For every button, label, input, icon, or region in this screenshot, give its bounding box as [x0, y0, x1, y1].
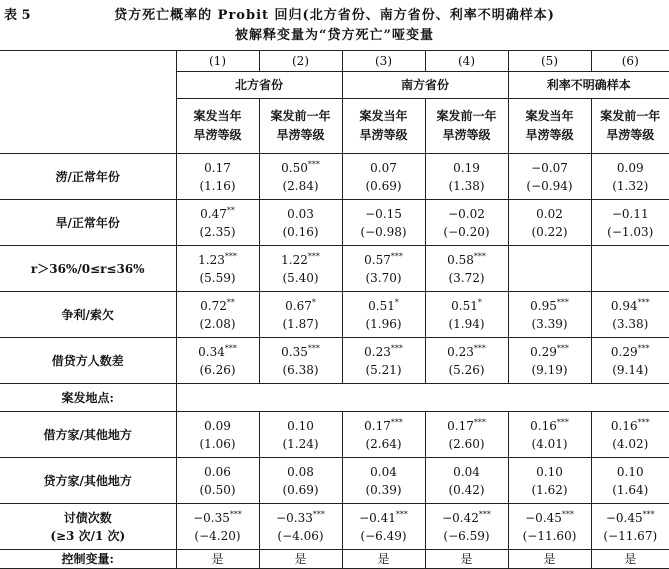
significance-stars: *** — [225, 344, 237, 353]
z-statistic: (−0.20) — [426, 223, 508, 241]
value-cell — [591, 246, 669, 292]
table-row — [0, 458, 669, 504]
significance-stars: *** — [225, 252, 237, 261]
significance-stars: *** — [474, 252, 486, 261]
table-row — [0, 200, 669, 246]
group-header: 利率不明确样本 — [508, 72, 669, 99]
coefficient-line — [260, 463, 342, 481]
coefficient: −0.45 — [525, 511, 562, 525]
significance-stars: *** — [474, 418, 486, 427]
coefficient-line — [343, 159, 425, 177]
z-statistic: (0.16) — [260, 223, 342, 241]
coefficient-line — [343, 297, 425, 315]
coefficient: 0.04 — [370, 465, 397, 479]
z-statistic: (0.42) — [426, 481, 508, 499]
value-cell — [342, 338, 425, 384]
coefficient: 0.35 — [281, 345, 308, 359]
sub-header-row — [0, 99, 669, 154]
value-cell — [259, 458, 342, 504]
value-cell — [259, 550, 342, 569]
row-label-line: 讨债次数 — [0, 509, 176, 527]
z-statistic: (−0.98) — [343, 223, 425, 241]
z-statistic: (1.32) — [592, 177, 669, 195]
table-subtitle: 被解释变量为“贷方死亡”哑变量 — [0, 24, 669, 43]
coefficient: −0.11 — [612, 207, 649, 221]
z-statistic: (1.16) — [177, 177, 259, 195]
coefficient: 0.10 — [287, 419, 314, 433]
coefficient: 1.23 — [198, 253, 225, 267]
value-cell — [342, 458, 425, 504]
z-statistic: (2.60) — [426, 435, 508, 453]
sub-header-line: 案发前一年 — [592, 107, 669, 126]
coefficient-line — [426, 159, 508, 177]
sub-header-line: 案发当年 — [343, 107, 425, 126]
row-label — [0, 384, 176, 412]
value-cell — [176, 412, 259, 458]
coefficient: 0.51 — [451, 299, 478, 313]
control-value: 是 — [211, 552, 223, 566]
coefficient: 0.03 — [287, 207, 314, 221]
control-value: 是 — [460, 552, 472, 566]
z-statistic: (0.22) — [509, 223, 591, 241]
value-cell — [176, 246, 259, 292]
sub-header-cell — [591, 99, 669, 154]
coefficient: 1.22 — [281, 253, 308, 267]
z-statistic: (4.01) — [509, 435, 591, 453]
coefficient-line — [592, 205, 669, 223]
row-label — [0, 200, 176, 246]
value-cell — [508, 504, 591, 550]
z-statistic: (1.87) — [260, 315, 342, 333]
sub-header-cell — [425, 99, 508, 154]
value-cell — [176, 550, 259, 569]
value-cell — [342, 292, 425, 338]
significance-stars: *** — [313, 510, 325, 519]
coefficient: 0.47 — [200, 207, 227, 221]
significance-stars: ** — [227, 206, 235, 215]
value-cell — [508, 550, 591, 569]
coefficient-line — [509, 417, 591, 435]
significance-stars: *** — [643, 510, 655, 519]
control-value: 是 — [624, 552, 636, 566]
value-cell — [259, 504, 342, 550]
z-statistic: (5.21) — [343, 361, 425, 379]
coefficient-line — [509, 343, 591, 361]
coefficient-line — [177, 251, 259, 269]
sub-header-cell — [176, 99, 259, 154]
significance-stars: *** — [391, 344, 403, 353]
sub-header-line: 旱涝等级 — [343, 126, 425, 145]
z-statistic: (2.64) — [343, 435, 425, 453]
row-label-line: 贷方家/其他地方 — [0, 472, 176, 490]
table-number: 表 5 — [4, 4, 31, 23]
coefficient: 0.29 — [611, 345, 638, 359]
coefficient: −0.07 — [531, 161, 568, 175]
value-cell — [591, 292, 669, 338]
coefficient: −0.33 — [276, 511, 313, 525]
value-cell — [591, 200, 669, 246]
value-cell — [591, 338, 669, 384]
z-statistic: (3.38) — [592, 315, 669, 333]
z-statistic: (2.08) — [177, 315, 259, 333]
coefficient-line — [343, 251, 425, 269]
sub-header-cell — [342, 99, 425, 154]
corner-cell — [0, 51, 176, 72]
table-row — [0, 246, 669, 292]
table-row — [0, 504, 669, 550]
significance-stars: *** — [557, 418, 569, 427]
z-statistic: (−6.49) — [343, 527, 425, 545]
value-cell — [425, 550, 508, 569]
coefficient-line — [177, 205, 259, 223]
coefficient: 0.10 — [617, 465, 644, 479]
z-statistic: (9.19) — [509, 361, 591, 379]
section-spacer — [176, 384, 669, 412]
coefficient-line — [177, 509, 259, 527]
row-label — [0, 412, 176, 458]
significance-stars: *** — [638, 298, 650, 307]
group-header-row — [0, 72, 669, 99]
value-cell — [342, 504, 425, 550]
coefficient-line — [426, 509, 508, 527]
coefficient: 0.16 — [530, 419, 557, 433]
significance-stars: *** — [638, 418, 650, 427]
significance-stars: *** — [557, 298, 569, 307]
sub-header-cell — [259, 99, 342, 154]
row-label-line: 借方家/其他地方 — [0, 426, 176, 444]
column-number: (6) — [591, 51, 669, 72]
z-statistic: (−11.60) — [509, 527, 591, 545]
z-statistic: (3.72) — [426, 269, 508, 287]
value-cell — [342, 154, 425, 200]
value-cell — [508, 154, 591, 200]
z-statistic: (0.50) — [177, 481, 259, 499]
coefficient: 0.29 — [530, 345, 557, 359]
coefficient-line — [592, 343, 669, 361]
section-row — [0, 384, 669, 412]
coefficient-line — [177, 463, 259, 481]
column-number: (3) — [342, 51, 425, 72]
control-value: 是 — [294, 552, 306, 566]
coefficient-line — [343, 463, 425, 481]
value-cell — [259, 338, 342, 384]
table-row — [0, 338, 669, 384]
significance-stars: *** — [391, 418, 403, 427]
significance-stars: *** — [479, 510, 491, 519]
coefficient-line — [177, 343, 259, 361]
coefficient-line — [260, 297, 342, 315]
coefficient: 0.17 — [364, 419, 391, 433]
sub-header-line: 案发前一年 — [260, 107, 342, 126]
coefficient-line — [509, 509, 591, 527]
value-cell — [342, 246, 425, 292]
coefficient: −0.02 — [448, 207, 485, 221]
significance-stars: * — [312, 298, 316, 307]
coefficient-line — [509, 159, 591, 177]
coefficient-line — [260, 205, 342, 223]
coefficient-line — [426, 417, 508, 435]
coefficient: 0.51 — [368, 299, 395, 313]
group-header: 北方省份 — [176, 72, 342, 99]
coefficient-line — [260, 509, 342, 527]
coefficient-line — [426, 205, 508, 223]
coefficient-line — [592, 297, 669, 315]
sub-header-line: 案发当年 — [177, 107, 259, 126]
table-body — [0, 51, 669, 569]
coefficient: 0.17 — [447, 419, 474, 433]
value-cell — [508, 412, 591, 458]
coefficient-line — [426, 297, 508, 315]
coefficient: 0.57 — [364, 253, 391, 267]
value-cell — [342, 550, 425, 569]
z-statistic: (−1.03) — [592, 223, 669, 241]
coefficient-line — [509, 463, 591, 481]
value-cell — [425, 292, 508, 338]
sub-header-line: 案发前一年 — [426, 107, 508, 126]
z-statistic: (1.38) — [426, 177, 508, 195]
coefficient-line — [509, 297, 591, 315]
value-cell — [508, 246, 591, 292]
significance-stars: *** — [391, 252, 403, 261]
value-cell — [425, 200, 508, 246]
significance-stars: ** — [227, 298, 235, 307]
significance-stars: *** — [638, 344, 650, 353]
value-cell — [425, 246, 508, 292]
coefficient: −0.15 — [365, 207, 402, 221]
value-cell — [425, 412, 508, 458]
coefficient-line — [592, 159, 669, 177]
value-cell — [259, 246, 342, 292]
z-statistic: (2.35) — [177, 223, 259, 241]
z-statistic: (1.62) — [509, 481, 591, 499]
z-statistic: (5.26) — [426, 361, 508, 379]
row-label — [0, 154, 176, 200]
coefficient-line — [260, 343, 342, 361]
significance-stars: *** — [308, 344, 320, 353]
coefficient: 0.10 — [536, 465, 563, 479]
coefficient: −0.41 — [359, 511, 396, 525]
value-cell — [591, 504, 669, 550]
z-statistic: (3.70) — [343, 269, 425, 287]
coefficient: 0.04 — [453, 465, 480, 479]
row-label-line: 控制变量: — [0, 550, 176, 568]
coefficient-line — [177, 417, 259, 435]
z-statistic: (−4.06) — [260, 527, 342, 545]
significance-stars: *** — [230, 510, 242, 519]
row-label — [0, 292, 176, 338]
coefficient: 0.23 — [447, 345, 474, 359]
sub-header-line: 旱涝等级 — [592, 126, 669, 145]
row-label-line: 借贷方人数差 — [0, 352, 176, 370]
coefficient-line — [592, 509, 669, 527]
z-statistic: (5.59) — [177, 269, 259, 287]
row-label-line: 旱/正常年份 — [0, 214, 176, 232]
coefficient: 0.50 — [281, 161, 308, 175]
value-cell — [508, 338, 591, 384]
coefficient: 0.95 — [530, 299, 557, 313]
coefficient-line — [343, 343, 425, 361]
coefficient-line — [343, 417, 425, 435]
value-cell — [342, 412, 425, 458]
table-row — [0, 154, 669, 200]
z-statistic: (3.39) — [509, 315, 591, 333]
row-label-line: (≥3 次/1 次) — [0, 527, 176, 545]
row-label — [0, 246, 176, 292]
coefficient: 0.09 — [617, 161, 644, 175]
sub-header-cell — [508, 99, 591, 154]
z-statistic: (1.24) — [260, 435, 342, 453]
significance-stars: * — [478, 298, 482, 307]
coefficient-line — [426, 343, 508, 361]
significance-stars: *** — [557, 344, 569, 353]
significance-stars: * — [395, 298, 399, 307]
value-cell — [259, 154, 342, 200]
coefficient: −0.35 — [193, 511, 230, 525]
z-statistic: (1.94) — [426, 315, 508, 333]
coefficient-line — [343, 205, 425, 223]
value-cell — [591, 550, 669, 569]
table-title: 贷方死亡概率的 Probit 回归(北方省份、南方省份、利率不明确样本) — [0, 4, 669, 23]
sub-header-line: 旱涝等级 — [177, 126, 259, 145]
row-label — [0, 504, 176, 550]
significance-stars: *** — [308, 160, 320, 169]
control-value: 是 — [377, 552, 389, 566]
coefficient: 0.02 — [536, 207, 563, 221]
significance-stars: *** — [396, 510, 408, 519]
value-cell — [591, 154, 669, 200]
coefficient: 0.16 — [611, 419, 638, 433]
coefficient-line — [177, 297, 259, 315]
z-statistic: (−6.59) — [426, 527, 508, 545]
z-statistic: (4.02) — [592, 435, 669, 453]
column-number: (4) — [425, 51, 508, 72]
table-row — [0, 292, 669, 338]
value-cell — [508, 458, 591, 504]
value-cell — [342, 200, 425, 246]
sub-header-line: 旱涝等级 — [509, 126, 591, 145]
coefficient: 0.94 — [611, 299, 638, 313]
value-cell — [425, 154, 508, 200]
value-cell — [176, 338, 259, 384]
row-label — [0, 458, 176, 504]
coefficient: 0.08 — [287, 465, 314, 479]
sub-header-line: 旱涝等级 — [426, 126, 508, 145]
coefficient-line — [592, 417, 669, 435]
z-statistic: (−4.20) — [177, 527, 259, 545]
coefficient-line — [343, 509, 425, 527]
significance-stars: *** — [562, 510, 574, 519]
coefficient-line — [260, 417, 342, 435]
coefficient-line — [260, 251, 342, 269]
row-label-line: r＞36%/0≤r≤36% — [0, 260, 176, 278]
coefficient: 0.67 — [285, 299, 312, 313]
value-cell — [176, 154, 259, 200]
coefficient: 0.07 — [370, 161, 397, 175]
z-statistic: (0.39) — [343, 481, 425, 499]
z-statistic: (0.69) — [260, 481, 342, 499]
table-row — [0, 412, 669, 458]
control-value: 是 — [543, 552, 555, 566]
value-cell — [591, 412, 669, 458]
coefficient-line — [426, 251, 508, 269]
coefficient: 0.23 — [364, 345, 391, 359]
column-number-row — [0, 51, 669, 72]
coefficient: 0.72 — [200, 299, 227, 313]
z-statistic: (1.06) — [177, 435, 259, 453]
z-statistic: (0.69) — [343, 177, 425, 195]
group-header: 南方省份 — [342, 72, 508, 99]
coefficient-line — [509, 205, 591, 223]
coefficient: 0.17 — [204, 161, 231, 175]
z-statistic: (9.14) — [592, 361, 669, 379]
row-label — [0, 338, 176, 384]
sub-header-line: 案发当年 — [509, 107, 591, 126]
value-cell — [259, 412, 342, 458]
table-caption — [0, 0, 669, 50]
corner-cell — [0, 99, 176, 154]
column-number: (2) — [259, 51, 342, 72]
coefficient: 0.09 — [204, 419, 231, 433]
z-statistic: (−11.67) — [592, 527, 669, 545]
coefficient-line — [260, 159, 342, 177]
value-cell — [259, 292, 342, 338]
z-statistic: (1.64) — [592, 481, 669, 499]
row-label-line: 争利/索欠 — [0, 306, 176, 324]
value-cell — [176, 504, 259, 550]
value-cell — [176, 292, 259, 338]
significance-stars: *** — [474, 344, 486, 353]
value-cell — [176, 200, 259, 246]
coefficient: 0.58 — [447, 253, 474, 267]
coefficient-line — [177, 159, 259, 177]
corner-cell — [0, 72, 176, 99]
value-cell — [425, 458, 508, 504]
value-cell — [591, 458, 669, 504]
significance-stars: *** — [308, 252, 320, 261]
value-cell — [176, 458, 259, 504]
coefficient: −0.42 — [442, 511, 479, 525]
coefficient: −0.45 — [606, 511, 643, 525]
regression-table — [0, 50, 669, 569]
table-row — [0, 550, 669, 569]
z-statistic: (−0.94) — [509, 177, 591, 195]
z-statistic: (5.40) — [260, 269, 342, 287]
z-statistic: (6.38) — [260, 361, 342, 379]
row-label — [0, 550, 176, 569]
column-number: (1) — [176, 51, 259, 72]
z-statistic: (2.84) — [260, 177, 342, 195]
value-cell — [425, 338, 508, 384]
z-statistic: (6.26) — [177, 361, 259, 379]
coefficient-line — [592, 463, 669, 481]
value-cell — [508, 200, 591, 246]
coefficient-line — [426, 463, 508, 481]
sub-header-line: 旱涝等级 — [260, 126, 342, 145]
row-label-line: 涝/正常年份 — [0, 168, 176, 186]
z-statistic: (1.96) — [343, 315, 425, 333]
value-cell — [508, 292, 591, 338]
coefficient: 0.34 — [198, 345, 225, 359]
value-cell — [425, 504, 508, 550]
row-label-line: 案发地点: — [0, 389, 176, 407]
coefficient: 0.06 — [204, 465, 231, 479]
column-number: (5) — [508, 51, 591, 72]
value-cell — [259, 200, 342, 246]
coefficient: 0.19 — [453, 161, 480, 175]
